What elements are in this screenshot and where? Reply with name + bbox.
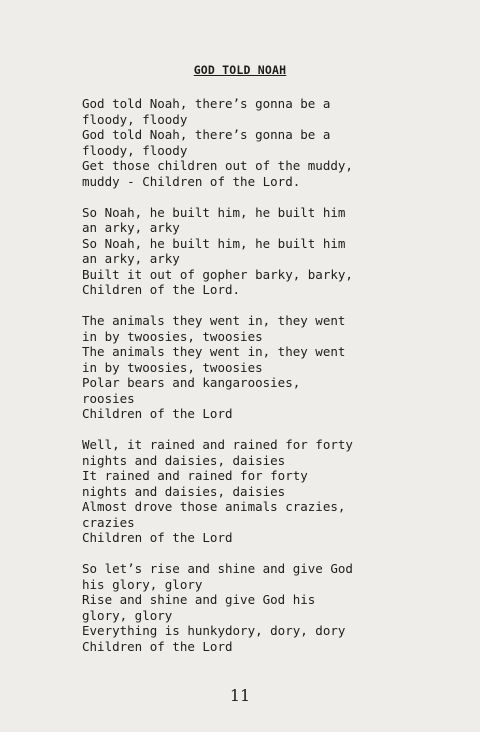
lyric-line: glory, glory (82, 607, 173, 623)
lyrics-body (82, 96, 353, 670)
lyric-line: an arky, arky (82, 251, 180, 266)
lyric-line: So Noah, he built him, he built him (82, 204, 346, 220)
stanza-2 (82, 205, 353, 298)
lyric-line: Almost drove those animals crazies, (82, 499, 346, 514)
lyric-line: It rained and rained for forty (82, 468, 308, 483)
lyric-line: roosies (82, 390, 135, 406)
lyric-line: crazies (82, 514, 135, 530)
lyric-line: God told Noah, there’s gonna be a (82, 96, 331, 111)
lyric-line: Children of the Lord (82, 638, 233, 654)
stanza-5 (82, 561, 353, 654)
lyric-line: The animals they went in, they went (82, 313, 346, 328)
lyric-line: floody, floody (82, 142, 188, 158)
lyric-line: So Noah, he built him, he built him (82, 235, 346, 251)
lyric-line: his glory, glory (82, 576, 203, 592)
lyric-line: Children of the Lord. (82, 282, 241, 297)
stanza-1 (82, 96, 353, 189)
song-title: GOD TOLD NOAH (193, 63, 287, 77)
lyric-line: nights and daisies, daisies (82, 452, 286, 468)
lyric-line: Children of the Lord (82, 406, 233, 421)
lyric-line: an arky, arky (82, 220, 180, 235)
lyric-line: Children of the Lord (82, 530, 233, 545)
lyric-line: Everything is hunkydory, dory, dory (82, 623, 346, 638)
lyric-line: The animals they went in, they went (82, 344, 346, 359)
lyric-line: nights and daisies, daisies (82, 483, 286, 499)
lyric-line: Polar bears and kangaroosies, (82, 375, 301, 390)
lyric-line: muddy - Children of the Lord. (82, 173, 301, 189)
stanza-4 (82, 437, 353, 546)
lyric-line: in by twoosies, twoosies (82, 359, 263, 375)
lyric-line: Well, it rained and rained for forty (82, 437, 353, 452)
lyric-line: God told Noah, there’s gonna be a (82, 127, 331, 142)
lyric-line: Rise and shine and give God his (82, 592, 316, 607)
stanza-3 (82, 313, 353, 422)
lyric-line: Get those children out of the muddy, (82, 158, 353, 173)
lyric-line: in by twoosies, twoosies (82, 328, 263, 344)
lyric-line: So let’s rise and shine and give God (82, 561, 353, 576)
page-number: 11 (229, 686, 251, 705)
lyric-line: Built it out of gopher barky, barky, (82, 266, 353, 282)
lyric-line: floody, floody (82, 111, 188, 127)
